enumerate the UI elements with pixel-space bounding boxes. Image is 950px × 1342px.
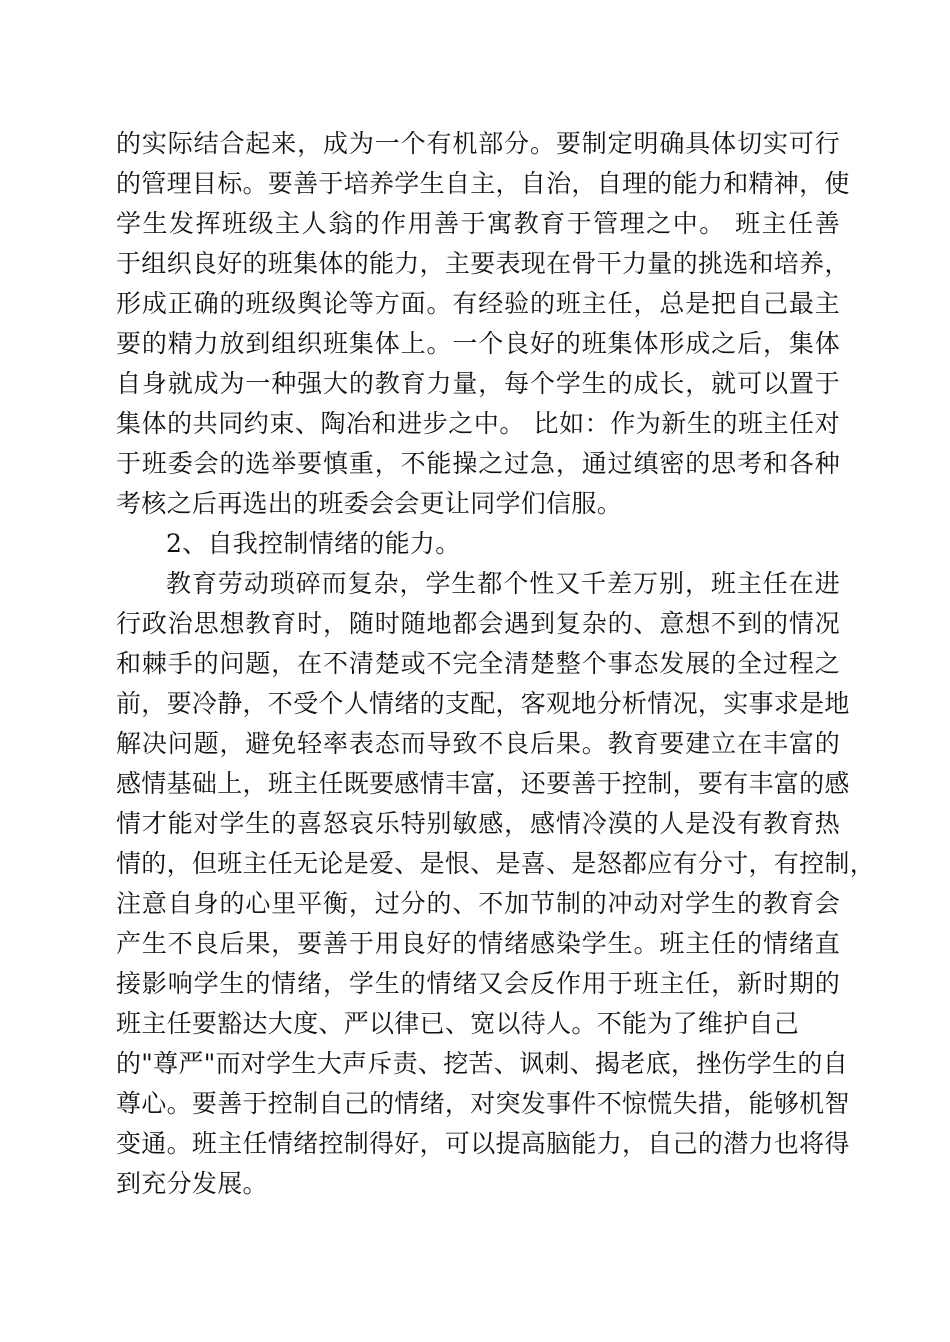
- text-line: 集体的共同约束、陶冶和进步之中。 比如：作为新生的班主任对: [116, 409, 840, 438]
- text-line: 要的精力放到组织班集体上。一个良好的班集体形成之后，集体: [116, 329, 840, 358]
- text-line: 接影响学生的情绪，学生的情绪又会反作用于班主任，新时期的: [116, 969, 840, 998]
- text-line: 形成正确的班级舆论等方面。有经验的班主任，总是把自己最主: [116, 289, 840, 318]
- text-line: 产生不良后果，要善于用良好的情绪感染学生。班主任的情绪直: [116, 929, 840, 958]
- paragraph-first-line: 教育劳动琐碎而复杂，学生都个性又千差万别，班主任在进: [166, 569, 840, 598]
- text-line: 的"尊严"而对学生大声斥责、挖苦、讽刺、揭老底，挫伤学生的自: [116, 1049, 849, 1078]
- text-line: 情的，但班主任无论是爱、是恨、是喜、是怒都应有分寸，有控制，: [116, 849, 876, 878]
- text-line: 学生发挥班级主人翁的作用善于寓教育于管理之中。 班主任善: [116, 209, 840, 238]
- text-line: 和棘手的问题，在不清楚或不完全清楚整个事态发展的全过程之: [116, 649, 840, 678]
- text-line: 于班委会的选举要慎重，不能操之过急，通过缜密的思考和各种: [116, 449, 840, 478]
- text-line: 变通。班主任情绪控制得好，可以提高脑能力，自己的潜力也将得: [116, 1129, 850, 1158]
- text-line: 的管理目标。要善于培养学生自主，自治，自理的能力和精神，使: [116, 169, 850, 198]
- text-line: 于组织良好的班集体的能力，主要表现在骨干力量的挑选和培养，: [116, 249, 850, 278]
- section-heading: 2、自我控制情绪的能力。: [166, 529, 461, 558]
- text-line: 的实际结合起来，成为一个有机部分。要制定明确具体切实可行: [116, 129, 840, 158]
- text-line: 前，要冷静，不受个人情绪的支配，客观地分析情况，实事求是地: [116, 689, 850, 718]
- text-line: 自身就成为一种强大的教育力量，每个学生的成长，就可以置于: [116, 369, 840, 398]
- text-line: 行政治思想教育时，随时随地都会遇到复杂的、意想不到的情况: [116, 609, 840, 638]
- text-line: 感情基础上，班主任既要感情丰富，还要善于控制，要有丰富的感: [116, 769, 850, 798]
- text-line-paragraph-end: 考核之后再选出的班委会会更让同学们信服。: [116, 489, 623, 518]
- text-line: 尊心。要善于控制自己的情绪，对突发事件不惊慌失措，能够机智: [116, 1089, 850, 1118]
- text-line: 注意自身的心里平衡，过分的、不加节制的冲动对学生的教育会: [116, 889, 840, 918]
- text-line: 情才能对学生的喜怒哀乐特别敏感，感情冷漠的人是没有教育热: [116, 809, 840, 838]
- text-line: 解决问题，避免轻率表态而导致不良后果。教育要建立在丰富的: [116, 729, 840, 758]
- document-body: [116, 124, 876, 1204]
- text-line: 班主任要豁达大度、严以律已、宽以待人。不能为了维护自己: [116, 1009, 800, 1038]
- text-line-paragraph-end: 到充分发展。: [116, 1169, 268, 1198]
